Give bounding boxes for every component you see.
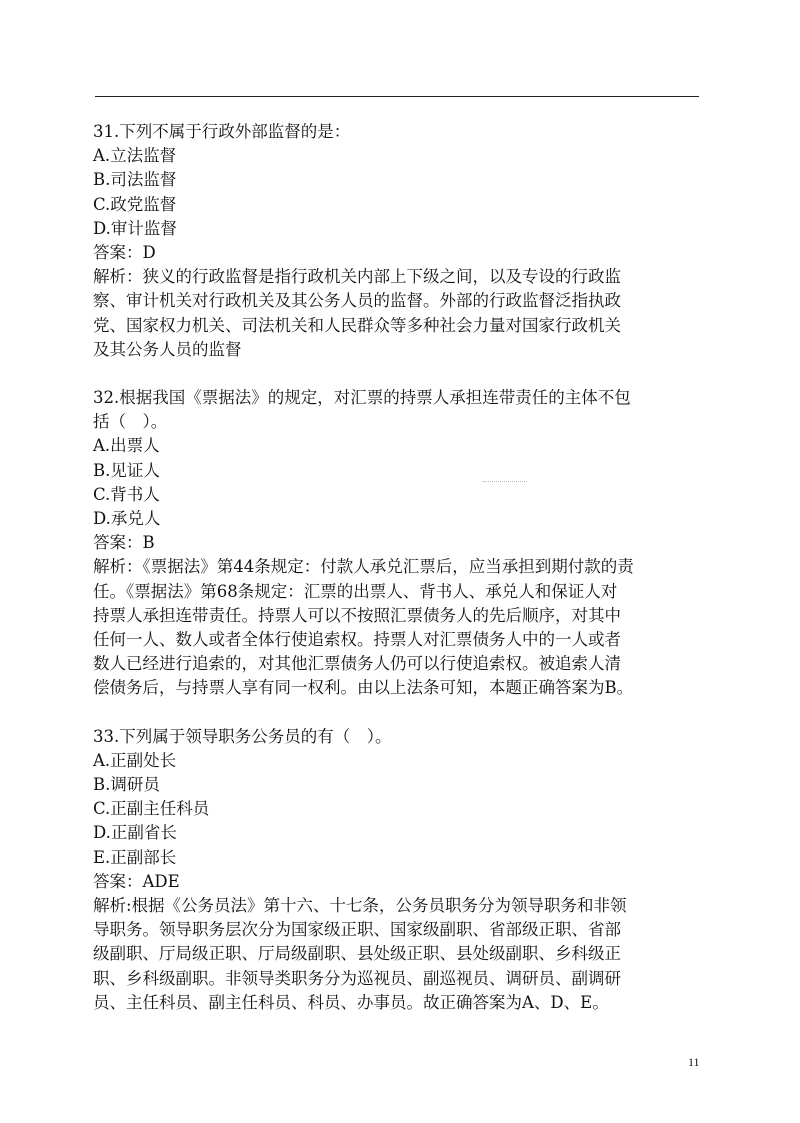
option-b: B.调研员 bbox=[93, 775, 160, 795]
option-a: A.立法监督 bbox=[93, 146, 177, 166]
analysis-line: 偿债务后，与持票人享有同一权利。由以上法条可知，本题正确答案为B。 bbox=[93, 678, 634, 698]
option-c: C.正副主任科员 bbox=[93, 799, 210, 819]
option-d: D.正副省长 bbox=[93, 823, 177, 843]
question-block bbox=[93, 120, 703, 362]
question-stem: 31.下列不属于行政外部监督的是： bbox=[93, 122, 351, 141]
header-rule bbox=[95, 96, 699, 97]
option-e: E.正副部长 bbox=[93, 847, 177, 867]
analysis-line: 任何一人、数人或者全体行使追索权。持票人对汇票债务人中的一人或者 bbox=[93, 629, 621, 649]
analysis-line: 员、主任科员、副主任科员、科员、办事员。故正确答案为A、D、E。 bbox=[93, 992, 609, 1012]
analysis-line: 解析：狭义的行政监督是指行政机关内部上下级之间，以及专设的行政监 bbox=[93, 267, 621, 287]
answer: 答案：B bbox=[93, 533, 155, 553]
option-a: A.出票人 bbox=[93, 436, 160, 456]
question-block bbox=[93, 386, 703, 700]
analysis-line: 及其公务人员的监督 bbox=[93, 339, 242, 359]
answer: 答案：D bbox=[93, 242, 156, 262]
analysis-line: 导职务。领导职务层次分为国家级正职、国家级副职、省部级正职、省部 bbox=[93, 920, 621, 940]
analysis-line: 级副职、厅局级正职、厅局级副职、县处级正职、县处级副职、乡科级正 bbox=[93, 944, 621, 964]
option-c: C.政党监督 bbox=[93, 194, 177, 214]
option-b: B.见证人 bbox=[93, 460, 160, 480]
analysis-line: 解析：《票据法》第44条规定：付款人承兑汇票后，应当承担到期付款的责 bbox=[93, 557, 634, 577]
analysis-line: 数人已经进行追索的，对其他汇票债务人仍可以行使追索权。被追索人清 bbox=[93, 654, 621, 674]
spacer bbox=[93, 362, 703, 386]
analysis-line: 察、审计机关对行政机关及其公务人员的监督。外部的行政监督泛指执政 bbox=[93, 291, 621, 311]
option-c: C.背书人 bbox=[93, 484, 160, 504]
analysis-line: 党、国家权力机关、司法机关和人民群众等多种社会力量对国家行政机关 bbox=[93, 315, 621, 335]
analysis-line: 职、乡科级副职。非领导类职务分为巡视员、副巡视员、调研员、副调研 bbox=[93, 968, 621, 988]
analysis-line: 持票人承担连带责任。持票人可以不按照汇票债务人的先后顺序，对其中 bbox=[93, 605, 621, 625]
option-b: B.司法监督 bbox=[93, 170, 177, 190]
answer: 答案：ADE bbox=[93, 871, 180, 891]
document-body bbox=[93, 120, 703, 1015]
option-d: D.审计监督 bbox=[93, 218, 177, 238]
spacer bbox=[93, 701, 703, 725]
option-a: A.正副处长 bbox=[93, 750, 177, 770]
question-stem: 括（ ）。 bbox=[93, 412, 168, 432]
question-block bbox=[93, 725, 703, 1015]
option-d: D.承兑人 bbox=[93, 509, 161, 528]
analysis-line: 任。《票据法》第68条规定：汇票的出票人、背书人、承兑人和保证人对 bbox=[93, 581, 618, 601]
question-stem: 32.根据我国《票据法》的规定，对汇票的持票人承担连带责任的主体不包 bbox=[93, 388, 631, 408]
analysis-line: 解析:根据《公务员法》第十六、十七条，公务员职务分为领导职务和非领 bbox=[93, 896, 627, 915]
page-number: 11 bbox=[688, 1055, 700, 1069]
question-stem: 33.下列属于领导职务公务员的有（ ）。 bbox=[93, 726, 392, 746]
